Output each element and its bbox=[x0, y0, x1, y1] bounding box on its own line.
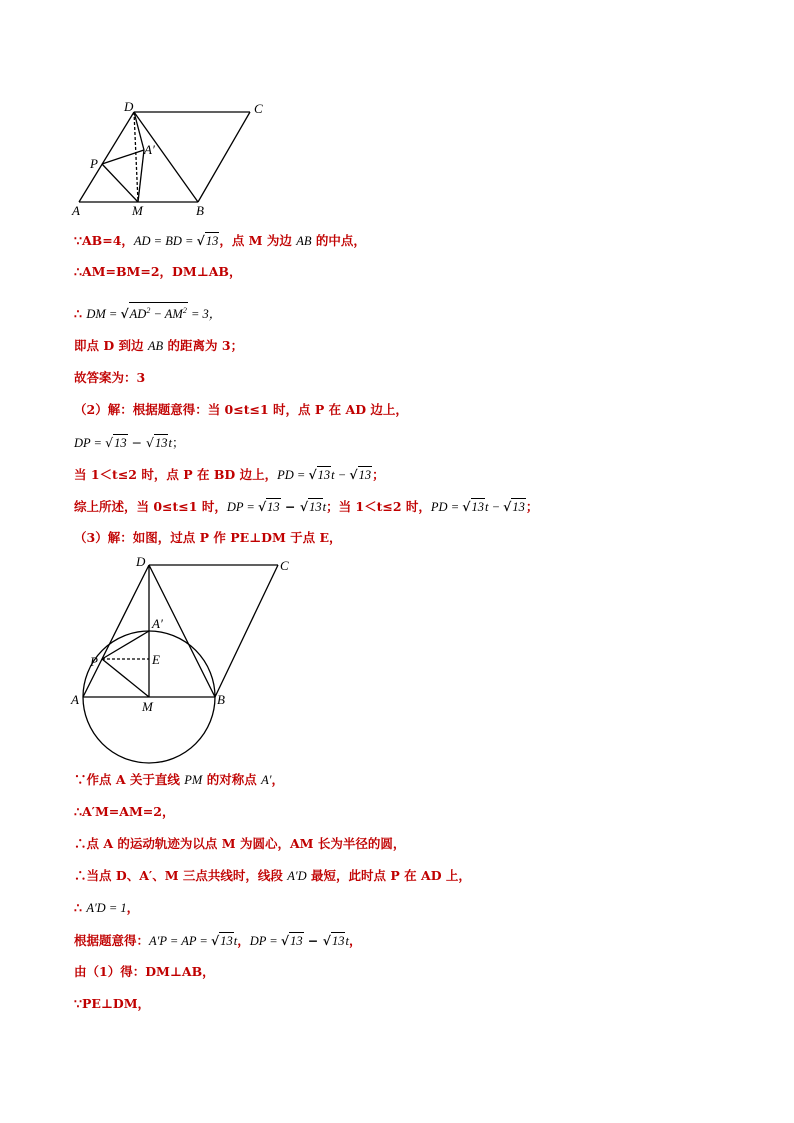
text-line: ∴ A′D = 1， bbox=[74, 900, 140, 915]
text-line: （2）解：根据题意得：当 0≤t≤1 时，点 P 在 AD 边上， bbox=[74, 402, 408, 417]
label-a: A bbox=[71, 692, 79, 707]
diagonal-db bbox=[149, 565, 215, 697]
segment-pa1 bbox=[102, 150, 144, 164]
text-line: ∴A′M=AM=2， bbox=[74, 804, 175, 819]
label-b: B bbox=[196, 203, 204, 218]
label-d: D bbox=[136, 554, 146, 569]
label-m: M bbox=[132, 203, 143, 218]
segment-a1m bbox=[138, 150, 144, 202]
label-m: M bbox=[142, 699, 153, 714]
label-p: P bbox=[90, 654, 98, 669]
text-line: 当 1＜t≤2 时，点 P 在 BD 边上，PD = √13t − √13； bbox=[74, 467, 385, 482]
label-d: D bbox=[124, 99, 134, 114]
text-line: ∵作点 A 关于直线 PM 的对称点 A′， bbox=[74, 772, 284, 787]
text-line: ∴ DM = $√AD^2 - AM^2 = 3$， bbox=[74, 302, 221, 322]
text-line: （3）解：如图，过点 P 作 PE⊥DM 于点 E， bbox=[74, 530, 342, 545]
figure-parallelogram bbox=[70, 98, 290, 220]
side-cb bbox=[198, 112, 250, 202]
side-ad bbox=[83, 565, 149, 697]
text-line: DP = √13 − √13t； bbox=[74, 435, 185, 450]
text-line: 故答案为：3 bbox=[74, 370, 146, 385]
label-b: B bbox=[217, 692, 225, 707]
label-e: E bbox=[152, 652, 160, 667]
label-c: C bbox=[254, 101, 263, 116]
label-a-prime: A′ bbox=[144, 142, 155, 157]
side-cb bbox=[215, 565, 278, 697]
text-line: ∴AM=BM=2，DM⊥AB， bbox=[74, 264, 242, 279]
segment-pm bbox=[102, 659, 149, 697]
label-a-prime: A′ bbox=[152, 616, 163, 631]
text-line: 由（1）得：DM⊥AB， bbox=[74, 964, 215, 979]
text-line: 根据题意得：A′P = AP = √13t，DP = √13 − √13t， bbox=[74, 933, 362, 948]
label-p: P bbox=[90, 156, 98, 171]
text-line: ∴当点 D、A′、M 三点共线时，线段 A′D 最短，此时点 P 在 AD 上， bbox=[74, 868, 471, 883]
text-line: 即点 D 到边 AB 的距离为 3； bbox=[74, 338, 244, 353]
figure-circle bbox=[68, 554, 298, 764]
label-a: A bbox=[72, 203, 80, 218]
text-line: ∵PE⊥DM， bbox=[74, 996, 151, 1011]
text-line: ∴点 A 的运动轨迹为以点 M 为圆心，AM 长为半径的圆， bbox=[74, 836, 406, 851]
segment-pm bbox=[102, 164, 138, 202]
text-line: 综上所述，当 0≤t≤1 时，DP = √13 − √13t；当 1＜t≤2 时，PD = √13t − √13； bbox=[74, 499, 539, 514]
label-c: C bbox=[280, 558, 289, 573]
text-line: ∵AB=4，AD = BD = √13，点 M 为边 AB 的中点， bbox=[74, 233, 366, 248]
